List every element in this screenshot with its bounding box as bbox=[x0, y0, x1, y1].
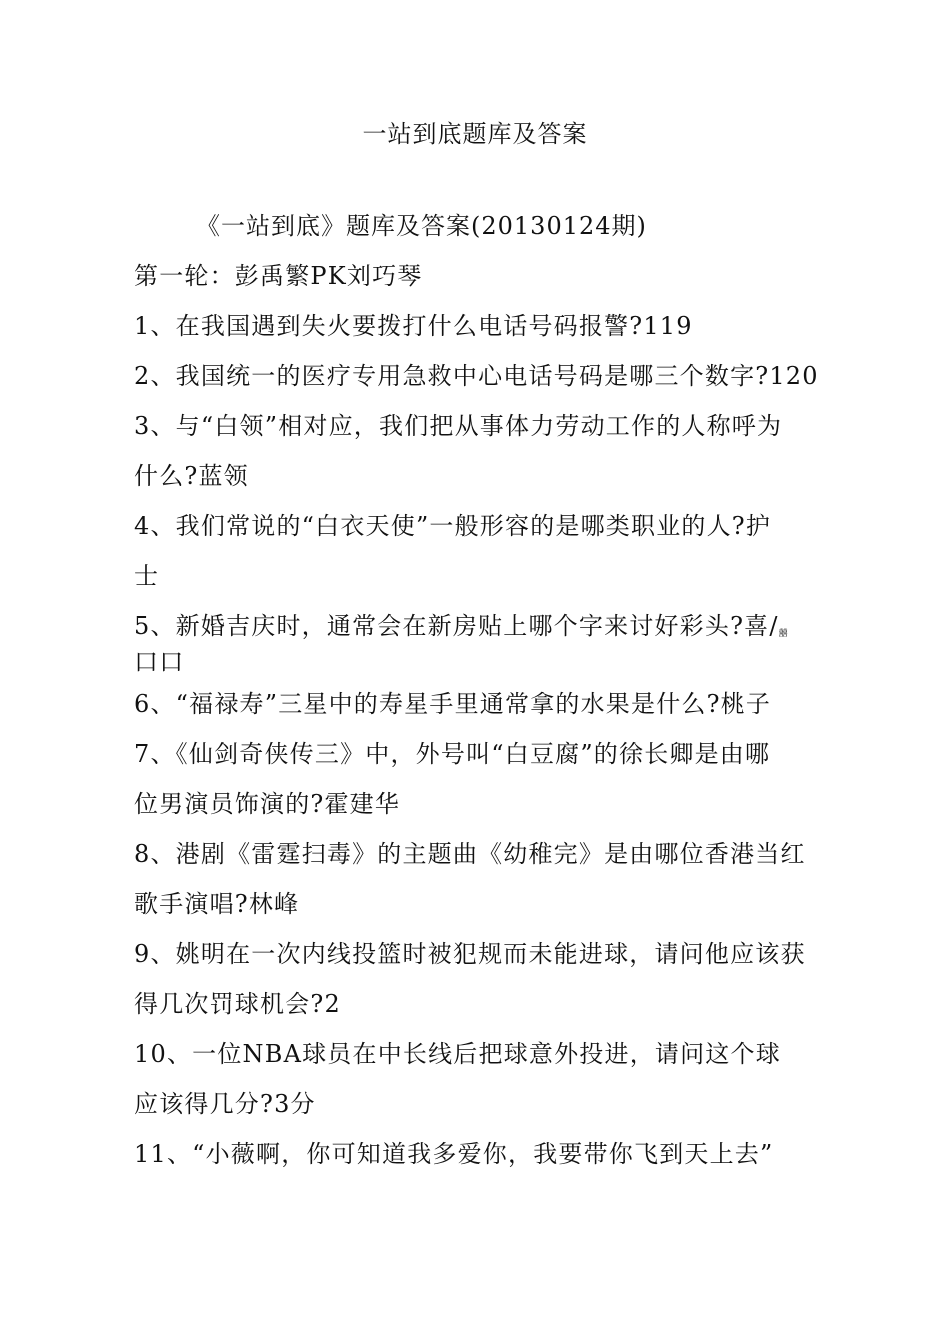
question-line: 3、与“白领”相对应，我们把从事体力劳动工作的人称呼为 bbox=[134, 412, 783, 440]
question-line: 8、港剧《雷霆扫毒》的主题曲《幼稚完》是由哪位香港当红 bbox=[134, 840, 806, 868]
question-line: 4、我们常说的“白衣天使”一般形容的是哪类职业的人?护 bbox=[134, 512, 772, 540]
question-line: 9、姚明在一次内线投篮时被犯规而未能进球，请问他应该获 bbox=[134, 940, 806, 968]
document-subtitle: 《一站到底》题库及答案(20130124期) bbox=[196, 212, 647, 240]
round-heading: 第一轮：彭禹繁PK刘巧琴 bbox=[134, 262, 423, 290]
document-title: 一站到底题库及答案 bbox=[362, 120, 588, 148]
question-line: 1、在我国遇到失火要拨打什么电话号码报警?119 bbox=[134, 312, 693, 340]
question-line-text: 5、新婚吉庆时，通常会在新房贴上哪个字来讨好彩头?喜/ bbox=[134, 612, 779, 640]
question-line: 歌手演唱?林峰 bbox=[134, 890, 300, 918]
question-line: 10、一位NBA球员在中长线后把球意外投进，请问这个球 bbox=[134, 1040, 781, 1068]
question-line: 什么?蓝领 bbox=[134, 462, 249, 490]
question-line: 士 bbox=[134, 562, 160, 590]
question-line: 得几次罚球机会?2 bbox=[134, 990, 341, 1018]
question-line: 11、“小薇啊，你可知道我多爱你，我要带你飞到天上去” bbox=[134, 1140, 774, 1168]
question-line bbox=[134, 608, 789, 652]
question-line: 6、“福禄寿”三星中的寿星手里通常拿的水果是什么?桃子 bbox=[134, 690, 772, 718]
question-line: 2、我国统一的医疗专用急救中心电话号码是哪三个数字?120 bbox=[134, 362, 819, 390]
question-line: 7、《仙剑奇侠传三》中，外号叫“白豆腐”的徐长卿是由哪 bbox=[134, 740, 771, 768]
question-line: 口口 bbox=[134, 648, 185, 676]
small-mark: 囍 bbox=[778, 629, 789, 639]
question-line: 应该得几分?3分 bbox=[134, 1090, 316, 1118]
question-line: 位男演员饰演的?霍建华 bbox=[134, 790, 401, 818]
